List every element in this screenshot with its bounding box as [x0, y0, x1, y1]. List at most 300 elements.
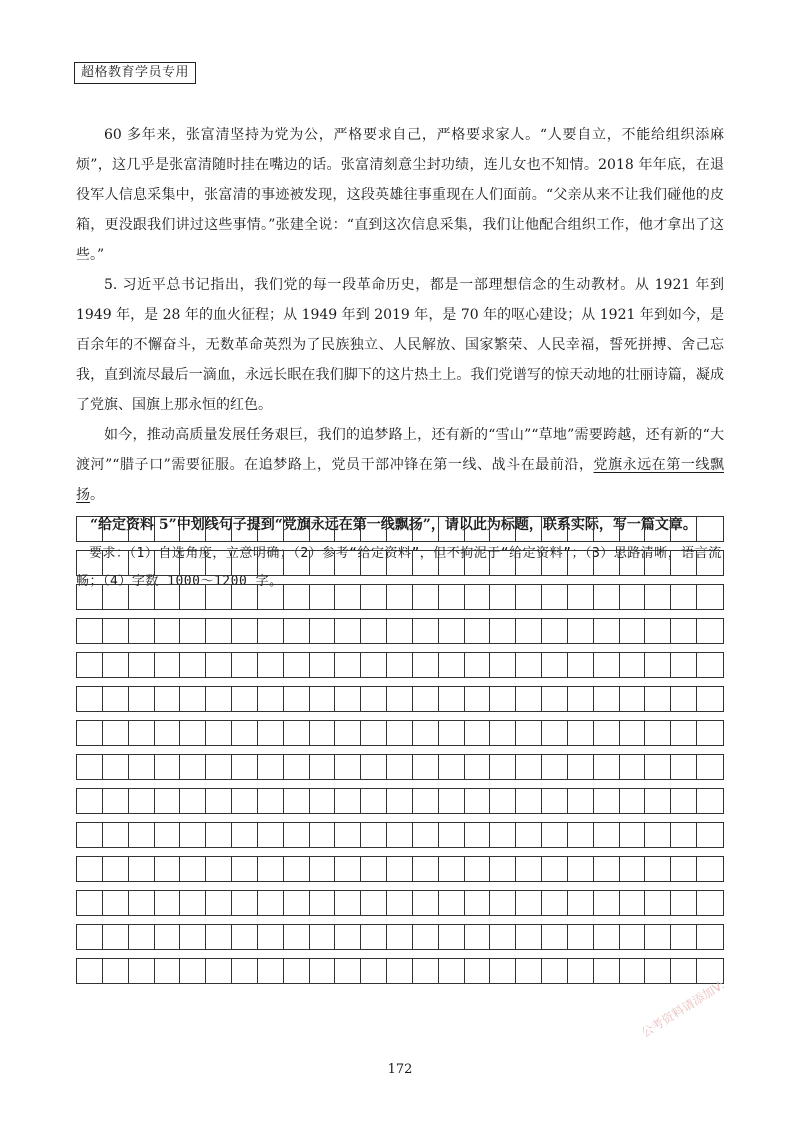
grid-cell[interactable] [206, 959, 232, 983]
grid-cell[interactable] [490, 925, 516, 949]
grid-cell[interactable] [284, 585, 310, 609]
grid-cell[interactable] [490, 891, 516, 915]
grid-cell[interactable] [645, 891, 671, 915]
grid-cell[interactable] [206, 721, 232, 745]
grid-cell[interactable] [542, 959, 568, 983]
grid-cell[interactable] [542, 925, 568, 949]
grid-cell[interactable] [671, 551, 697, 575]
grid-cell[interactable] [310, 959, 336, 983]
grid-cell[interactable] [335, 789, 361, 813]
grid-cell[interactable] [568, 755, 594, 779]
grid-cell[interactable] [361, 857, 387, 881]
grid-cell[interactable] [155, 653, 181, 677]
grid-cell[interactable] [594, 517, 620, 541]
grid-cell[interactable] [129, 551, 155, 575]
grid-cell[interactable] [129, 959, 155, 983]
grid-cell[interactable] [568, 891, 594, 915]
grid-cell[interactable] [465, 823, 491, 847]
grid-cell[interactable] [413, 653, 439, 677]
grid-cell[interactable] [77, 585, 103, 609]
grid-cell[interactable] [516, 959, 542, 983]
grid-cell[interactable] [258, 653, 284, 677]
grid-cell[interactable] [258, 721, 284, 745]
grid-cell[interactable] [103, 857, 129, 881]
grid-cell[interactable] [413, 959, 439, 983]
grid-cell[interactable] [103, 585, 129, 609]
grid-cell[interactable] [335, 891, 361, 915]
grid-cell[interactable] [232, 619, 258, 643]
grid-cell[interactable] [284, 857, 310, 881]
grid-cell[interactable] [645, 925, 671, 949]
grid-cell[interactable] [129, 619, 155, 643]
grid-cell[interactable] [206, 653, 232, 677]
grid-cell[interactable] [129, 687, 155, 711]
grid-cell[interactable] [335, 823, 361, 847]
grid-cell[interactable] [594, 789, 620, 813]
grid-cell[interactable] [232, 857, 258, 881]
grid-cell[interactable] [516, 721, 542, 745]
grid-cell[interactable] [439, 653, 465, 677]
grid-cell[interactable] [284, 517, 310, 541]
grid-cell[interactable] [542, 823, 568, 847]
grid-cell[interactable] [490, 959, 516, 983]
grid-cell[interactable] [155, 891, 181, 915]
grid-cell[interactable] [413, 687, 439, 711]
grid-cell[interactable] [361, 517, 387, 541]
grid-cell[interactable] [645, 959, 671, 983]
grid-cell[interactable] [645, 585, 671, 609]
grid-cell[interactable] [413, 891, 439, 915]
grid-cell[interactable] [697, 653, 723, 677]
grid-cell[interactable] [568, 551, 594, 575]
grid-cell[interactable] [516, 619, 542, 643]
grid-cell[interactable] [620, 551, 646, 575]
grid-cell[interactable] [180, 891, 206, 915]
grid-cell[interactable] [335, 721, 361, 745]
grid-cell[interactable] [335, 517, 361, 541]
grid-cell[interactable] [697, 755, 723, 779]
grid-cell[interactable] [490, 585, 516, 609]
grid-cell[interactable] [620, 959, 646, 983]
grid-cell[interactable] [387, 585, 413, 609]
grid-cell[interactable] [697, 721, 723, 745]
grid-cell[interactable] [232, 517, 258, 541]
grid-cell[interactable] [671, 891, 697, 915]
grid-cell[interactable] [439, 891, 465, 915]
grid-cell[interactable] [361, 687, 387, 711]
grid-cell[interactable] [180, 585, 206, 609]
grid-cell[interactable] [232, 789, 258, 813]
grid-cell[interactable] [258, 891, 284, 915]
grid-cell[interactable] [697, 517, 723, 541]
grid-cell[interactable] [232, 551, 258, 575]
grid-cell[interactable] [671, 619, 697, 643]
grid-cell[interactable] [439, 687, 465, 711]
grid-cell[interactable] [620, 823, 646, 847]
grid-cell[interactable] [77, 789, 103, 813]
grid-cell[interactable] [387, 789, 413, 813]
grid-cell[interactable] [465, 857, 491, 881]
grid-cell[interactable] [232, 755, 258, 779]
grid-cell[interactable] [594, 619, 620, 643]
grid-cell[interactable] [180, 517, 206, 541]
grid-cell[interactable] [620, 755, 646, 779]
grid-cell[interactable] [232, 687, 258, 711]
grid-cell[interactable] [77, 653, 103, 677]
grid-cell[interactable] [180, 653, 206, 677]
grid-cell[interactable] [361, 925, 387, 949]
grid-cell[interactable] [310, 585, 336, 609]
grid-cell[interactable] [180, 755, 206, 779]
grid-cell[interactable] [77, 687, 103, 711]
grid-cell[interactable] [697, 551, 723, 575]
grid-cell[interactable] [413, 551, 439, 575]
grid-cell[interactable] [387, 925, 413, 949]
grid-cell[interactable] [697, 925, 723, 949]
grid-cell[interactable] [77, 959, 103, 983]
grid-cell[interactable] [258, 857, 284, 881]
grid-cell[interactable] [439, 619, 465, 643]
grid-cell[interactable] [387, 721, 413, 745]
grid-cell[interactable] [671, 721, 697, 745]
grid-cell[interactable] [645, 551, 671, 575]
grid-cell[interactable] [465, 653, 491, 677]
grid-cell[interactable] [180, 823, 206, 847]
grid-cell[interactable] [335, 551, 361, 575]
grid-cell[interactable] [77, 551, 103, 575]
grid-cell[interactable] [129, 823, 155, 847]
grid-cell[interactable] [542, 517, 568, 541]
grid-cell[interactable] [77, 925, 103, 949]
grid-cell[interactable] [258, 619, 284, 643]
grid-cell[interactable] [594, 687, 620, 711]
grid-cell[interactable] [258, 823, 284, 847]
grid-cell[interactable] [413, 619, 439, 643]
grid-cell[interactable] [129, 585, 155, 609]
grid-cell[interactable] [516, 755, 542, 779]
grid-cell[interactable] [516, 585, 542, 609]
grid-cell[interactable] [232, 823, 258, 847]
grid-cell[interactable] [310, 857, 336, 881]
grid-cell[interactable] [77, 721, 103, 745]
grid-cell[interactable] [542, 551, 568, 575]
grid-cell[interactable] [77, 517, 103, 541]
grid-cell[interactable] [284, 721, 310, 745]
grid-cell[interactable] [77, 823, 103, 847]
grid-cell[interactable] [465, 959, 491, 983]
grid-cell[interactable] [387, 517, 413, 541]
grid-cell[interactable] [335, 619, 361, 643]
grid-cell[interactable] [516, 823, 542, 847]
grid-cell[interactable] [258, 789, 284, 813]
grid-cell[interactable] [387, 959, 413, 983]
grid-cell[interactable] [180, 789, 206, 813]
grid-cell[interactable] [232, 653, 258, 677]
grid-cell[interactable] [155, 619, 181, 643]
grid-cell[interactable] [490, 721, 516, 745]
grid-cell[interactable] [77, 755, 103, 779]
grid-cell[interactable] [516, 891, 542, 915]
grid-cell[interactable] [413, 585, 439, 609]
grid-cell[interactable] [542, 721, 568, 745]
grid-cell[interactable] [180, 959, 206, 983]
grid-cell[interactable] [697, 619, 723, 643]
grid-cell[interactable] [413, 925, 439, 949]
grid-cell[interactable] [361, 891, 387, 915]
grid-cell[interactable] [258, 517, 284, 541]
grid-cell[interactable] [180, 857, 206, 881]
grid-cell[interactable] [697, 891, 723, 915]
grid-cell[interactable] [310, 925, 336, 949]
grid-cell[interactable] [671, 755, 697, 779]
grid-cell[interactable] [516, 857, 542, 881]
grid-cell[interactable] [103, 789, 129, 813]
grid-cell[interactable] [258, 551, 284, 575]
grid-cell[interactable] [284, 789, 310, 813]
grid-cell[interactable] [465, 585, 491, 609]
grid-cell[interactable] [129, 653, 155, 677]
grid-cell[interactable] [155, 857, 181, 881]
grid-cell[interactable] [594, 721, 620, 745]
grid-cell[interactable] [284, 619, 310, 643]
grid-cell[interactable] [361, 755, 387, 779]
grid-cell[interactable] [77, 857, 103, 881]
grid-cell[interactable] [490, 823, 516, 847]
grid-cell[interactable] [258, 959, 284, 983]
grid-cell[interactable] [645, 857, 671, 881]
grid-cell[interactable] [620, 517, 646, 541]
grid-cell[interactable] [671, 687, 697, 711]
grid-cell[interactable] [645, 721, 671, 745]
grid-cell[interactable] [413, 721, 439, 745]
grid-cell[interactable] [594, 891, 620, 915]
grid-cell[interactable] [77, 619, 103, 643]
grid-cell[interactable] [671, 857, 697, 881]
grid-cell[interactable] [180, 925, 206, 949]
grid-cell[interactable] [413, 517, 439, 541]
grid-cell[interactable] [542, 585, 568, 609]
grid-cell[interactable] [671, 823, 697, 847]
grid-cell[interactable] [206, 789, 232, 813]
grid-cell[interactable] [439, 823, 465, 847]
grid-cell[interactable] [620, 585, 646, 609]
grid-cell[interactable] [258, 755, 284, 779]
grid-cell[interactable] [542, 789, 568, 813]
grid-cell[interactable] [310, 517, 336, 541]
grid-cell[interactable] [387, 823, 413, 847]
writing-grid[interactable] [76, 516, 724, 992]
grid-cell[interactable] [542, 857, 568, 881]
grid-cell[interactable] [439, 721, 465, 745]
grid-cell[interactable] [284, 823, 310, 847]
grid-cell[interactable] [465, 925, 491, 949]
grid-cell[interactable] [206, 891, 232, 915]
grid-cell[interactable] [129, 857, 155, 881]
grid-cell[interactable] [206, 755, 232, 779]
grid-cell[interactable] [206, 585, 232, 609]
grid-cell[interactable] [103, 551, 129, 575]
grid-cell[interactable] [155, 789, 181, 813]
grid-cell[interactable] [542, 687, 568, 711]
grid-cell[interactable] [490, 789, 516, 813]
grid-cell[interactable] [594, 551, 620, 575]
grid-cell[interactable] [465, 551, 491, 575]
grid-cell[interactable] [620, 789, 646, 813]
grid-cell[interactable] [542, 891, 568, 915]
grid-cell[interactable] [697, 823, 723, 847]
grid-cell[interactable] [568, 585, 594, 609]
grid-cell[interactable] [387, 687, 413, 711]
grid-cell[interactable] [594, 585, 620, 609]
grid-cell[interactable] [671, 789, 697, 813]
grid-cell[interactable] [232, 721, 258, 745]
grid-cell[interactable] [620, 619, 646, 643]
grid-cell[interactable] [129, 517, 155, 541]
grid-cell[interactable] [310, 891, 336, 915]
grid-cell[interactable] [490, 517, 516, 541]
grid-cell[interactable] [490, 619, 516, 643]
grid-cell[interactable] [284, 959, 310, 983]
grid-cell[interactable] [310, 619, 336, 643]
grid-cell[interactable] [284, 551, 310, 575]
grid-cell[interactable] [284, 755, 310, 779]
grid-cell[interactable] [671, 959, 697, 983]
grid-cell[interactable] [413, 857, 439, 881]
grid-cell[interactable] [568, 517, 594, 541]
grid-cell[interactable] [206, 517, 232, 541]
grid-cell[interactable] [439, 517, 465, 541]
grid-cell[interactable] [103, 925, 129, 949]
grid-cell[interactable] [129, 721, 155, 745]
grid-cell[interactable] [697, 585, 723, 609]
grid-cell[interactable] [671, 517, 697, 541]
grid-cell[interactable] [335, 585, 361, 609]
grid-cell[interactable] [490, 755, 516, 779]
grid-cell[interactable] [180, 687, 206, 711]
grid-cell[interactable] [206, 823, 232, 847]
grid-cell[interactable] [645, 687, 671, 711]
grid-cell[interactable] [155, 551, 181, 575]
grid-cell[interactable] [284, 653, 310, 677]
grid-cell[interactable] [568, 619, 594, 643]
grid-cell[interactable] [594, 959, 620, 983]
grid-cell[interactable] [465, 721, 491, 745]
grid-cell[interactable] [232, 959, 258, 983]
grid-cell[interactable] [568, 823, 594, 847]
grid-cell[interactable] [387, 755, 413, 779]
grid-cell[interactable] [465, 789, 491, 813]
grid-cell[interactable] [620, 653, 646, 677]
grid-cell[interactable] [361, 721, 387, 745]
grid-cell[interactable] [542, 653, 568, 677]
grid-cell[interactable] [439, 925, 465, 949]
grid-cell[interactable] [155, 959, 181, 983]
grid-cell[interactable] [129, 925, 155, 949]
grid-cell[interactable] [180, 551, 206, 575]
grid-cell[interactable] [594, 653, 620, 677]
grid-cell[interactable] [335, 755, 361, 779]
grid-cell[interactable] [594, 823, 620, 847]
grid-cell[interactable] [387, 619, 413, 643]
grid-cell[interactable] [387, 653, 413, 677]
grid-cell[interactable] [490, 653, 516, 677]
grid-cell[interactable] [697, 687, 723, 711]
grid-cell[interactable] [439, 551, 465, 575]
grid-cell[interactable] [490, 857, 516, 881]
grid-cell[interactable] [284, 925, 310, 949]
grid-cell[interactable] [258, 585, 284, 609]
grid-cell[interactable] [697, 789, 723, 813]
grid-cell[interactable] [490, 551, 516, 575]
grid-cell[interactable] [310, 721, 336, 745]
grid-cell[interactable] [516, 517, 542, 541]
grid-cell[interactable] [620, 721, 646, 745]
grid-cell[interactable] [103, 755, 129, 779]
grid-cell[interactable] [645, 653, 671, 677]
grid-cell[interactable] [645, 755, 671, 779]
grid-cell[interactable] [310, 551, 336, 575]
grid-cell[interactable] [568, 789, 594, 813]
grid-cell[interactable] [232, 585, 258, 609]
grid-cell[interactable] [335, 653, 361, 677]
grid-cell[interactable] [361, 619, 387, 643]
grid-cell[interactable] [387, 857, 413, 881]
grid-cell[interactable] [206, 857, 232, 881]
grid-cell[interactable] [465, 517, 491, 541]
grid-cell[interactable] [129, 789, 155, 813]
grid-cell[interactable] [180, 721, 206, 745]
grid-cell[interactable] [335, 925, 361, 949]
grid-cell[interactable] [516, 653, 542, 677]
grid-cell[interactable] [258, 687, 284, 711]
grid-cell[interactable] [103, 687, 129, 711]
grid-cell[interactable] [284, 687, 310, 711]
grid-cell[interactable] [439, 959, 465, 983]
grid-cell[interactable] [310, 687, 336, 711]
grid-cell[interactable] [645, 517, 671, 541]
grid-cell[interactable] [387, 891, 413, 915]
grid-cell[interactable] [516, 687, 542, 711]
grid-cell[interactable] [568, 653, 594, 677]
grid-cell[interactable] [516, 789, 542, 813]
grid-cell[interactable] [361, 789, 387, 813]
grid-cell[interactable] [542, 755, 568, 779]
grid-cell[interactable] [206, 551, 232, 575]
grid-cell[interactable] [206, 619, 232, 643]
grid-cell[interactable] [335, 959, 361, 983]
grid-cell[interactable] [439, 755, 465, 779]
grid-cell[interactable] [568, 925, 594, 949]
grid-cell[interactable] [180, 619, 206, 643]
grid-cell[interactable] [671, 653, 697, 677]
grid-cell[interactable] [413, 755, 439, 779]
grid-cell[interactable] [77, 891, 103, 915]
grid-cell[interactable] [155, 687, 181, 711]
grid-cell[interactable] [697, 857, 723, 881]
grid-cell[interactable] [361, 823, 387, 847]
grid-cell[interactable] [671, 925, 697, 949]
grid-cell[interactable] [335, 687, 361, 711]
grid-cell[interactable] [103, 721, 129, 745]
grid-cell[interactable] [620, 891, 646, 915]
grid-cell[interactable] [490, 687, 516, 711]
grid-cell[interactable] [361, 585, 387, 609]
grid-cell[interactable] [413, 789, 439, 813]
grid-cell[interactable] [310, 789, 336, 813]
grid-cell[interactable] [465, 619, 491, 643]
grid-cell[interactable] [155, 721, 181, 745]
grid-cell[interactable] [155, 517, 181, 541]
